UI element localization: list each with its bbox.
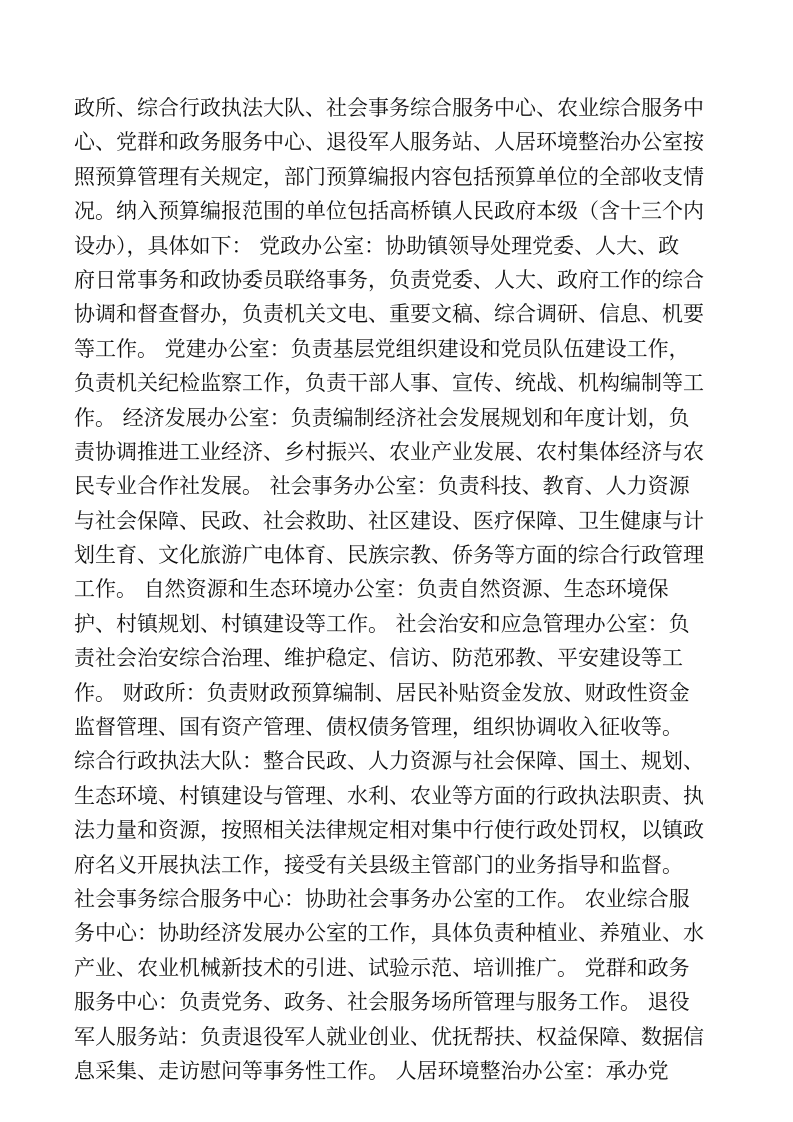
text-line: 府日常事务和政协委员联络事务，负责党委、人大、政府工作的综合 <box>74 267 704 292</box>
text-line: 综合行政执法大队：整合民政、人力资源与社会保障、国土、规划、 <box>74 749 704 774</box>
text-line: 照预算管理有关规定，部门预算编报内容包括预算单位的全部收支情 <box>74 164 704 189</box>
text-line: 生态环境、村镇建设与管理、水利、农业等方面的行政执法职责、执 <box>74 783 704 808</box>
body-text <box>74 91 724 1088</box>
text-line: 府名义开展执法工作，接受有关县级主管部门的业务指导和监督。 <box>74 852 683 877</box>
text-line: 军人服务站：负责退役军人就业创业、优抚帮扶、权益保障、数据信 <box>74 1024 704 1049</box>
text-line: 务中心：协助经济发展办公室的工作，具体负责种植业、养殖业、水 <box>74 921 704 946</box>
text-line: 作。 财政所：负责财政预算编制、居民补贴资金发放、财政性资金 <box>74 680 690 705</box>
text-line: 心、党群和政务服务中心、退役军人服务站、人居环境整治办公室按 <box>74 130 704 155</box>
text-line: 协调和督查督办，负责机关文电、重要文稿、综合调研、信息、机要 <box>74 302 704 327</box>
text-line: 责协调推进工业经济、乡村振兴、农业产业发展、农村集体经济与农 <box>74 439 704 464</box>
text-line: 作。 经济发展办公室：负责编制经济社会发展规划和年度计划，负 <box>74 405 690 430</box>
text-line: 法力量和资源，按照相关法律规定相对集中行使行政处罚权，以镇政 <box>74 818 704 843</box>
text-line: 等工作。 党建办公室：负责基层党组织建设和党员队伍建设工作， <box>74 336 690 361</box>
text-line: 负责机关纪检监察工作，负责干部人事、宣传、统战、机构编制等工 <box>74 371 704 396</box>
text-line: 社会事务综合服务中心：协助社会事务办公室的工作。 农业综合服 <box>74 886 690 911</box>
text-line: 民专业合作社发展。 社会事务办公室：负责科技、教育、人力资源 <box>74 474 690 499</box>
text-line: 产业、农业机械新技术的引进、试验示范、培训推广。 党群和政务 <box>74 955 690 980</box>
text-line: 设办），具体如下： 党政办公室：协助镇领导处理党委、人大、政 <box>74 233 680 258</box>
text-line: 况。纳入预算编报范围的单位包括高桥镇人民政府本级（含十三个内 <box>74 199 704 224</box>
text-line: 息采集、走访慰问等事务性工作。 人居环境整治办公室：承办党 <box>74 1058 669 1083</box>
text-line: 工作。 自然资源和生态环境办公室：负责自然资源、生态环境保 <box>74 577 669 602</box>
text-line: 监督管理、国有资产管理、债权债务管理，组织协调收入征收等。 <box>74 715 683 740</box>
text-line: 护、村镇规划、村镇建设等工作。 社会治安和应急管理办公室：负 <box>74 611 690 636</box>
text-line: 与社会保障、民政、社会救助、社区建设、医疗保障、卫生健康与计 <box>74 508 704 533</box>
text-line: 责社会治安综合治理、维护稳定、信访、防范邪教、平安建设等工 <box>74 646 683 671</box>
text-line: 划生育、文化旅游广电体育、民族宗教、侨务等方面的综合行政管理 <box>74 543 704 568</box>
text-line: 政所、综合行政执法大队、社会事务综合服务中心、农业综合服务中 <box>74 96 704 120</box>
text-line: 服务中心：负责党务、政务、社会服务场所管理与服务工作。 退役 <box>74 990 690 1015</box>
